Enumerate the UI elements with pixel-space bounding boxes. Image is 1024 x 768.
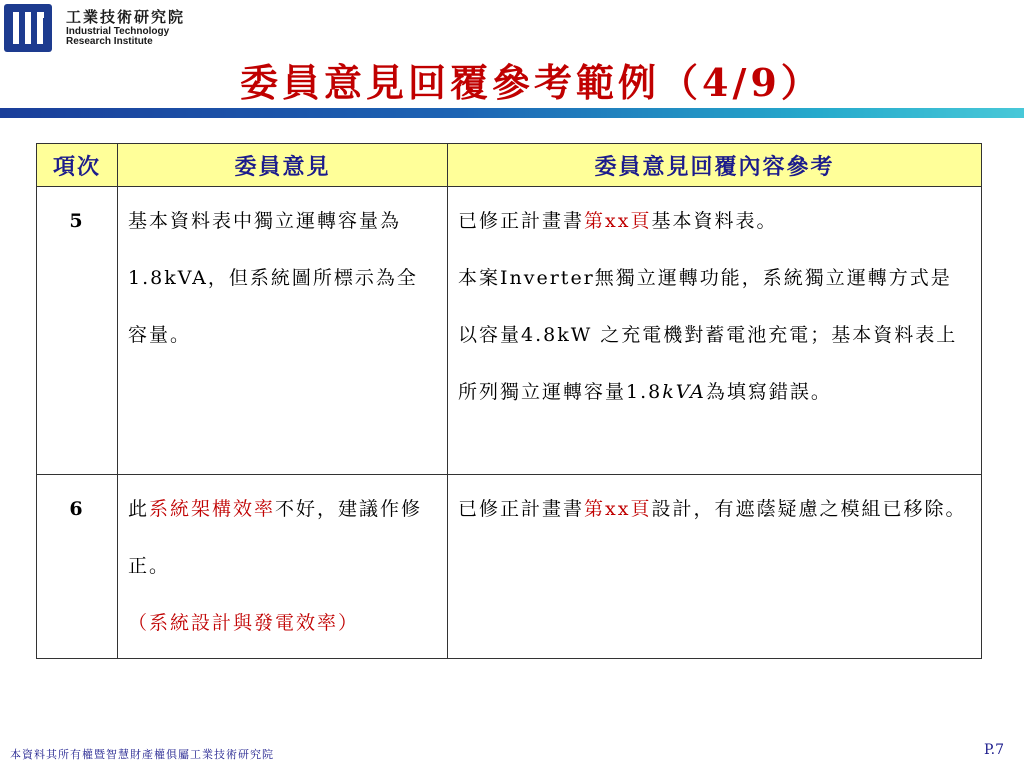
reply-text: 計畫書 [521,210,585,232]
comment-cell [118,475,448,659]
itri-logo-icon [4,4,52,52]
org-name-english-line1: Industrial Technology [66,26,170,37]
comment-note: （系統設計與發電效率） [128,612,360,634]
reply-cell [448,475,982,659]
org-name-english-line2: Research Institute [66,36,153,47]
reply-text: 本案Inverter無獨立運轉功能，系統獨立運轉方式是以容量4.8kW 之充電機對蓄電池充電；基本資料表上所列獨立運轉容量1.8 [458,267,958,403]
header-divider-band [0,108,1024,118]
column-header-reply: 委員意見回覆內容參考 [448,144,982,187]
row-number: 6 [37,475,118,659]
table-header-row [37,144,982,187]
row-number: 5 [37,187,118,475]
table-row [37,187,982,475]
comment-text: 此 [128,498,150,520]
reply-text: 已修正 [458,498,522,520]
copyright-footer: 本資料其所有權暨智慧財產權俱屬工業技術研究院 [10,748,274,761]
reply-text: 已修正 [458,210,522,232]
reply-page-ref: 第xx頁 [584,498,652,520]
table-row [37,475,982,659]
org-name-english [66,27,169,47]
comments-table [36,143,982,659]
column-header-number: 項次 [37,144,118,187]
org-name-chinese: 工業技術研究院 [66,8,186,26]
reply-text: 設計，有遮蔭疑慮之模組已移除。 [651,498,967,520]
reply-page-ref: 第xx頁 [584,210,652,232]
comment-text: 不好，建議作修正。 [128,498,423,577]
reply-text: 為填寫錯誤。 [705,381,832,403]
slide-title: 委員意見回覆參考範例（4/9） [240,60,823,105]
page-number: P.7 [984,742,1004,758]
reply-text-italic: kVA [662,381,706,403]
comment-cell: 基本資料表中獨立運轉容量為1.8kVA，但系統圖所標示為全容量。 [118,187,448,475]
comment-highlight: 系統架構效率 [149,498,276,520]
reply-text: 計畫書 [521,498,585,520]
reply-cell [448,187,982,475]
reply-text: 基本資料表。 [651,210,778,232]
column-header-comment: 委員意見 [118,144,448,187]
